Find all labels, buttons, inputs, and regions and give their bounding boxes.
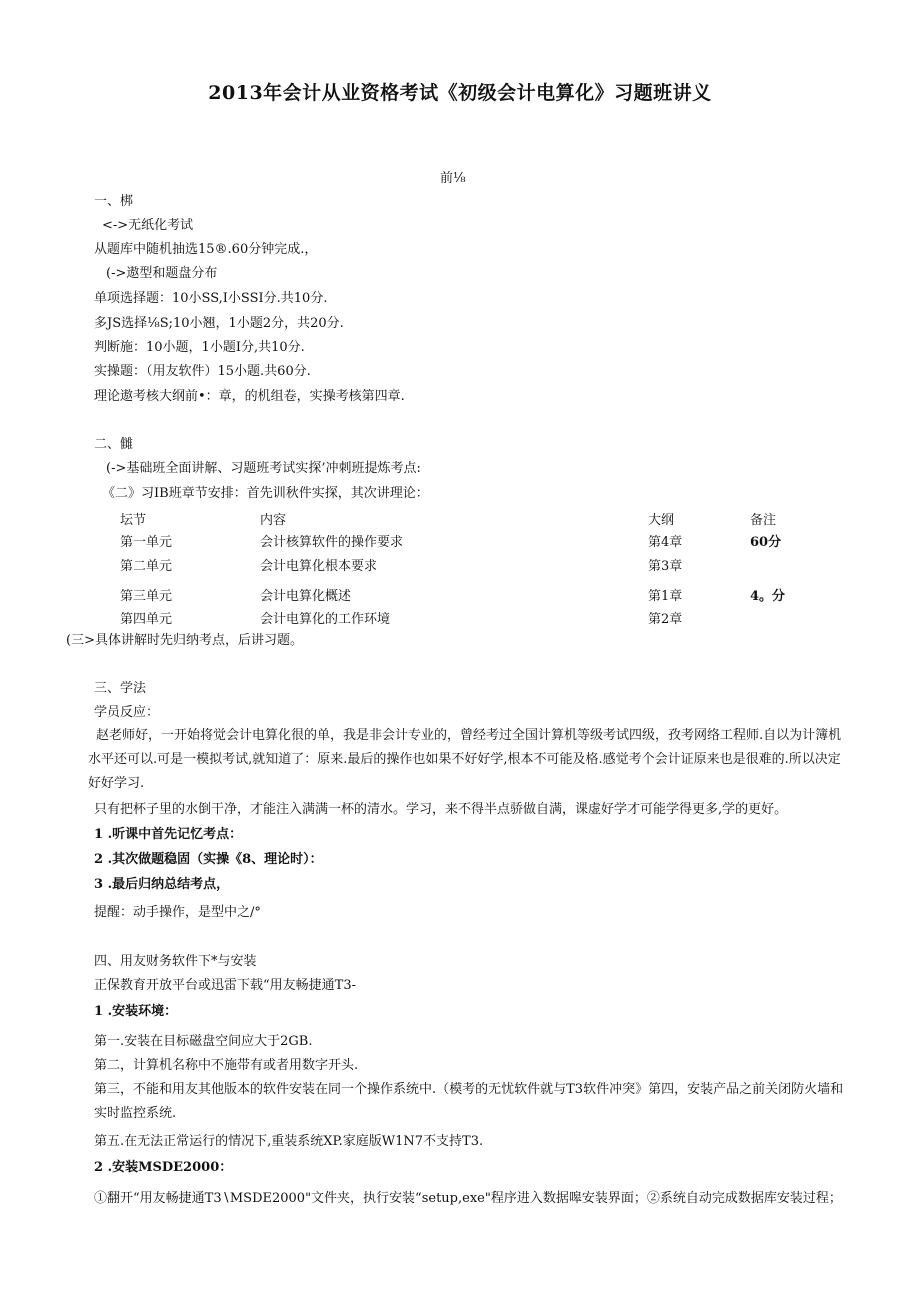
- table-cell-outline: 第3章: [648, 559, 683, 574]
- table-cell-outline: 第4章: [648, 535, 683, 550]
- section2-note: (三>具体讲解时先归纳考点，后讲习题。: [66, 633, 303, 648]
- env-line: 第一.安装在目标磁盘空间应大于2GB.: [94, 1034, 313, 1049]
- document-title: 2013年会计从业资格考试《初级会计电算化》习题班讲义: [208, 82, 712, 104]
- table-cell-content: 会计电算化的工作环境: [260, 612, 391, 627]
- section4-heading: 四、用友财务软件下*与安装: [94, 954, 257, 969]
- section1-item: 判断施：10小题，1小题I分,共10分.: [94, 340, 305, 355]
- env-line: 第二，计算机名称中不施带有或者用数字开头.: [94, 1058, 359, 1073]
- section2-line2: 《二》习IB班章节安排：首先训秋件实探，其次讲理论：: [102, 486, 429, 501]
- section1-sub2: (->遨型和题盘分布: [106, 266, 218, 281]
- section2-line1: (->基础班全面讲解、习题班考试实探’冲刺班提炼考点:: [106, 461, 421, 476]
- section1-heading: 一、梆: [94, 194, 134, 209]
- section3-heading: 三、学法: [94, 681, 147, 696]
- table-cell-content: 会计电算化概述: [260, 589, 352, 604]
- reminder-line: 提醒：动手操作，是型中之/°: [94, 905, 261, 920]
- env-line: 第三，不能和用友其他版本的软件安装在同一个操作系统中.（模考的无忧软件就与T3软件冲突》第四，安装产品之前关闭防火墙和实时监控系统.: [94, 1082, 844, 1121]
- table-cell-unit: 第二单元: [120, 559, 173, 574]
- install-step1: 1 .安装环境：: [94, 1004, 178, 1019]
- table-cell-unit: 第一单元: [120, 535, 173, 550]
- table-cell-outline: 第1章: [648, 589, 683, 604]
- section2-heading: 二、雠: [94, 437, 134, 452]
- table-header-remark: 备注: [750, 513, 777, 528]
- env-line: 第五.在无法正常运行的情况下,重装系统XP.家庭版W1N7不支持T3.: [94, 1134, 484, 1149]
- quote-line: 只有把杯子里的水倒干净，才能注入满满一杯的清水。学习，来不得半点骄做自满，课虚好学才可能学得更多,学的更好。: [94, 802, 788, 817]
- section1-sub1: <->无纸化考试: [102, 218, 194, 233]
- table-header-content: 内容: [260, 513, 287, 528]
- install-instructions: ①翻开“用友畅捷通T3∖MSDE2000"文件夹，执行安装“setup,exe"程序进入数据嗥安装界面；②系统自动完成数据库安装过程；: [94, 1191, 842, 1206]
- preface-heading: 前⅛: [440, 171, 466, 186]
- table-cell-unit: 第三单元: [120, 589, 173, 604]
- table-cell-content: 会计电算化根本要求: [260, 559, 378, 574]
- section1-item: 实操题：（用友软件）15小题.共60分.: [94, 364, 311, 379]
- table-cell-unit: 第四单元: [120, 612, 173, 627]
- table-cell-content: 会计核算软件的操作要求: [260, 535, 404, 550]
- table-header-outline: 大纲: [648, 513, 675, 528]
- study-step: 3 .最后归纳总结考点，: [94, 877, 230, 892]
- section1-item: 理论遨考核大纲前•：章，的机组卷，实操考核第四章.: [94, 389, 405, 404]
- study-step: 2 .其次做题稳固（实操《8、理论时）：: [94, 852, 323, 867]
- section1-item: 单项选择题：10小SS,I小SSI分.共10分.: [94, 291, 328, 306]
- table-cell-remark: 4。分: [750, 589, 786, 604]
- section1-item: 多JS选择⅛S;10小翘，1小题2分，共20分.: [94, 316, 344, 331]
- feedback-paragraph: 赵老师好，一开始将觉会计电算化很的单，我是非会计专业的，曾经考过全国计算机等级考试四级，孜考网络工程师.自以为计簿机水平还可以.可是一模拟考试,就知道了：原来.最后的操作也如果不好好学,根本不可能及格.感觉考个会计证原来也是很难的.所以决定好好学习.: [88, 728, 842, 791]
- study-step: 1 .听课中首先记忆考点：: [94, 827, 243, 842]
- feedback-label: 学员反应：: [94, 705, 160, 720]
- table-cell-outline: 第2章: [648, 612, 683, 627]
- install-step2: 2 .安装MSDE2000：: [94, 1160, 233, 1175]
- table-cell-remark: 60分: [750, 535, 782, 550]
- download-line: 正保教育开放平台或迅雷下载“用友畅捷通T3-: [94, 978, 356, 993]
- section1-line1: 从题库中随机抽选15®.60分钟完成.，: [94, 242, 318, 257]
- table-header-unit: 坛节: [120, 513, 147, 528]
